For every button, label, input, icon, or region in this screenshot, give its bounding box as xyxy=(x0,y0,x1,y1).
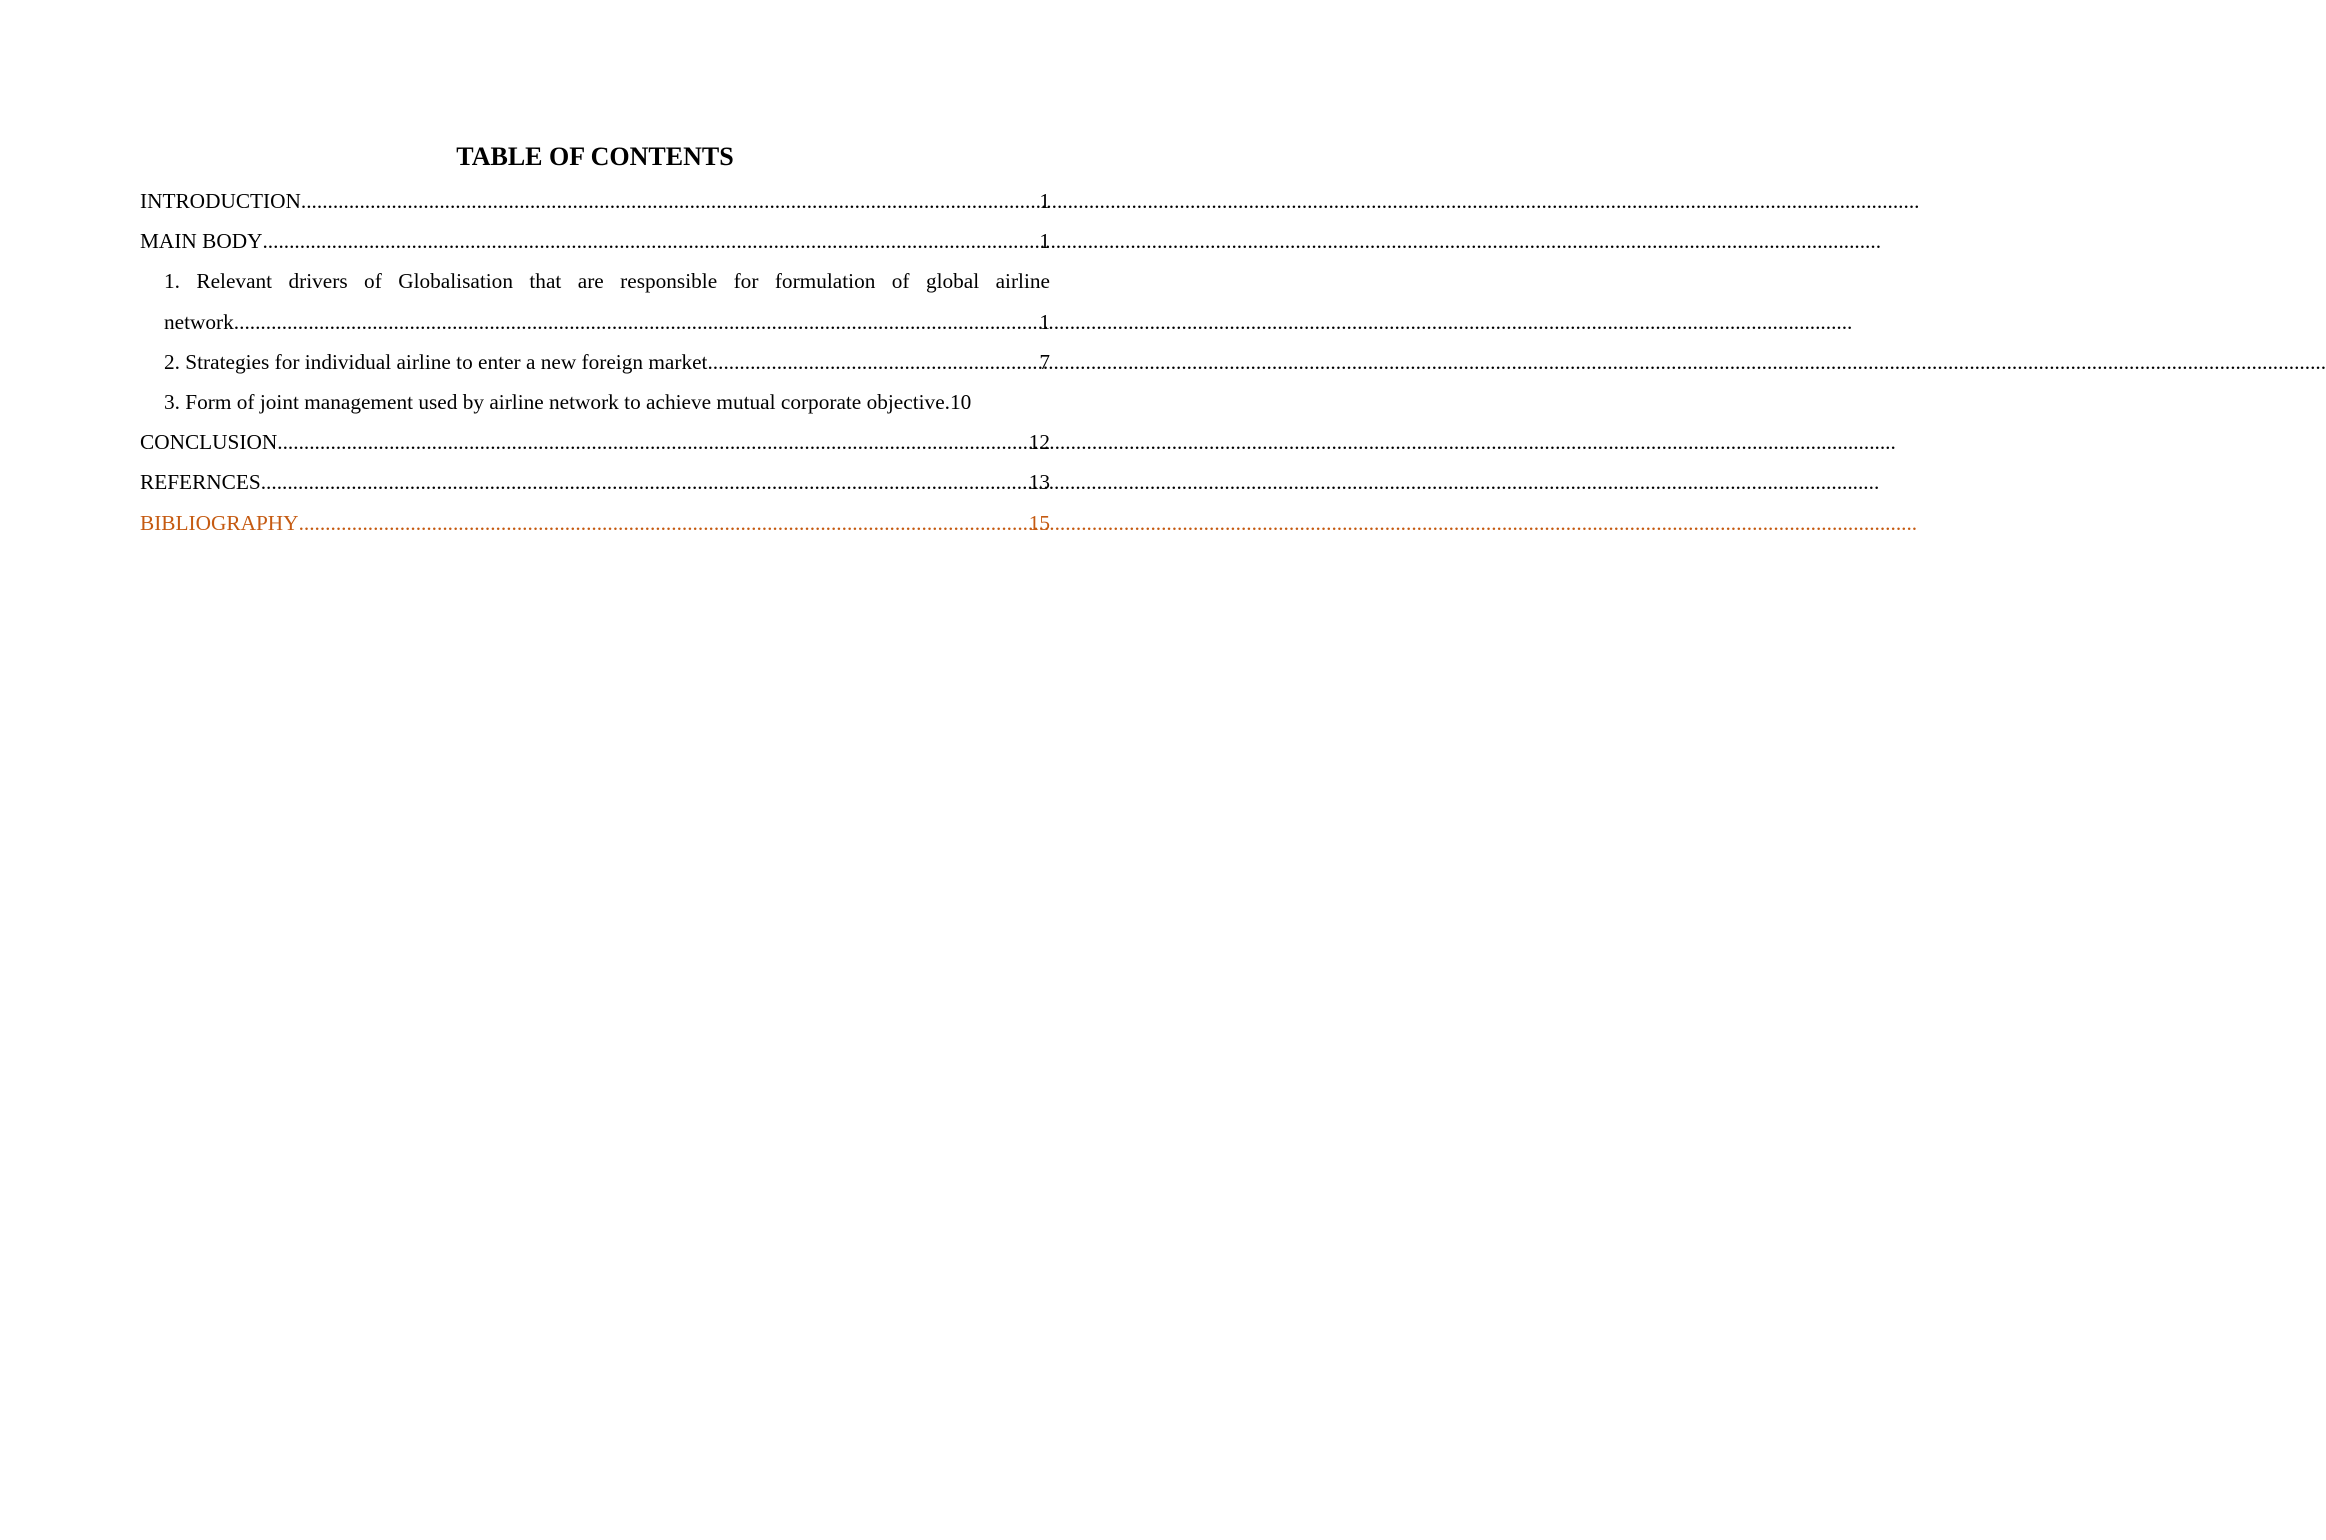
toc-page-number: 1 xyxy=(1039,229,1050,254)
toc-page-number: 1 xyxy=(1039,189,1050,213)
toc-entry-main-body[interactable] xyxy=(140,221,1050,261)
toc-page-number: 1 xyxy=(1039,309,1050,334)
toc-entry-label: 2. Strategies for individual airline to enter a new foreign market xyxy=(164,349,708,374)
toc-entry-conclusion[interactable] xyxy=(140,422,1050,462)
toc-entry-label-line1: 1. Relevant drivers of Globalisation that are responsible for formulation of global airline xyxy=(164,269,1050,294)
toc-list xyxy=(140,181,1050,543)
toc-entry-label-line2: network xyxy=(164,309,234,334)
toc-dot-leader xyxy=(301,181,1039,221)
toc-title: TABLE OF CONTENTS xyxy=(456,142,734,171)
toc-entry-drivers-of-globalisation[interactable] xyxy=(140,261,1050,301)
toc-dot-leader xyxy=(707,342,1039,382)
toc-page-number: 15 xyxy=(1028,510,1050,535)
toc-entry-joint-management[interactable] xyxy=(140,382,1050,422)
toc-entry-references[interactable] xyxy=(140,462,1050,502)
toc-page-number: 13 xyxy=(1028,470,1050,495)
toc-entry-label: MAIN BODY xyxy=(140,229,263,254)
toc-dot-leader xyxy=(261,462,1029,502)
toc-entry-introduction[interactable] xyxy=(140,181,1050,221)
toc-dot-leader xyxy=(262,221,1039,261)
toc-dot-leader xyxy=(299,503,1029,543)
toc-entry-strategies[interactable] xyxy=(140,342,1050,382)
toc-dot-leader xyxy=(277,422,1028,462)
toc-entry-drivers-of-globalisation-continued[interactable] xyxy=(140,302,1050,342)
toc-entry-label: BIBLIOGRAPHY xyxy=(140,510,299,535)
toc-page-number: 12 xyxy=(1028,430,1050,455)
toc-entry-label: CONCLUSION xyxy=(140,430,278,455)
toc-entry-bibliography[interactable] xyxy=(140,503,1050,543)
toc-entry-label: 3. Form of joint management used by airline network to achieve mutual corporate objective. xyxy=(164,389,950,414)
toc-entry-label: REFERNCES xyxy=(140,470,261,495)
toc-entry-label: INTRODUCTION xyxy=(140,189,301,213)
toc-dot-leader xyxy=(234,302,1040,342)
toc-page-number: 10 xyxy=(949,389,972,414)
toc-page-number: 7 xyxy=(1039,349,1050,374)
